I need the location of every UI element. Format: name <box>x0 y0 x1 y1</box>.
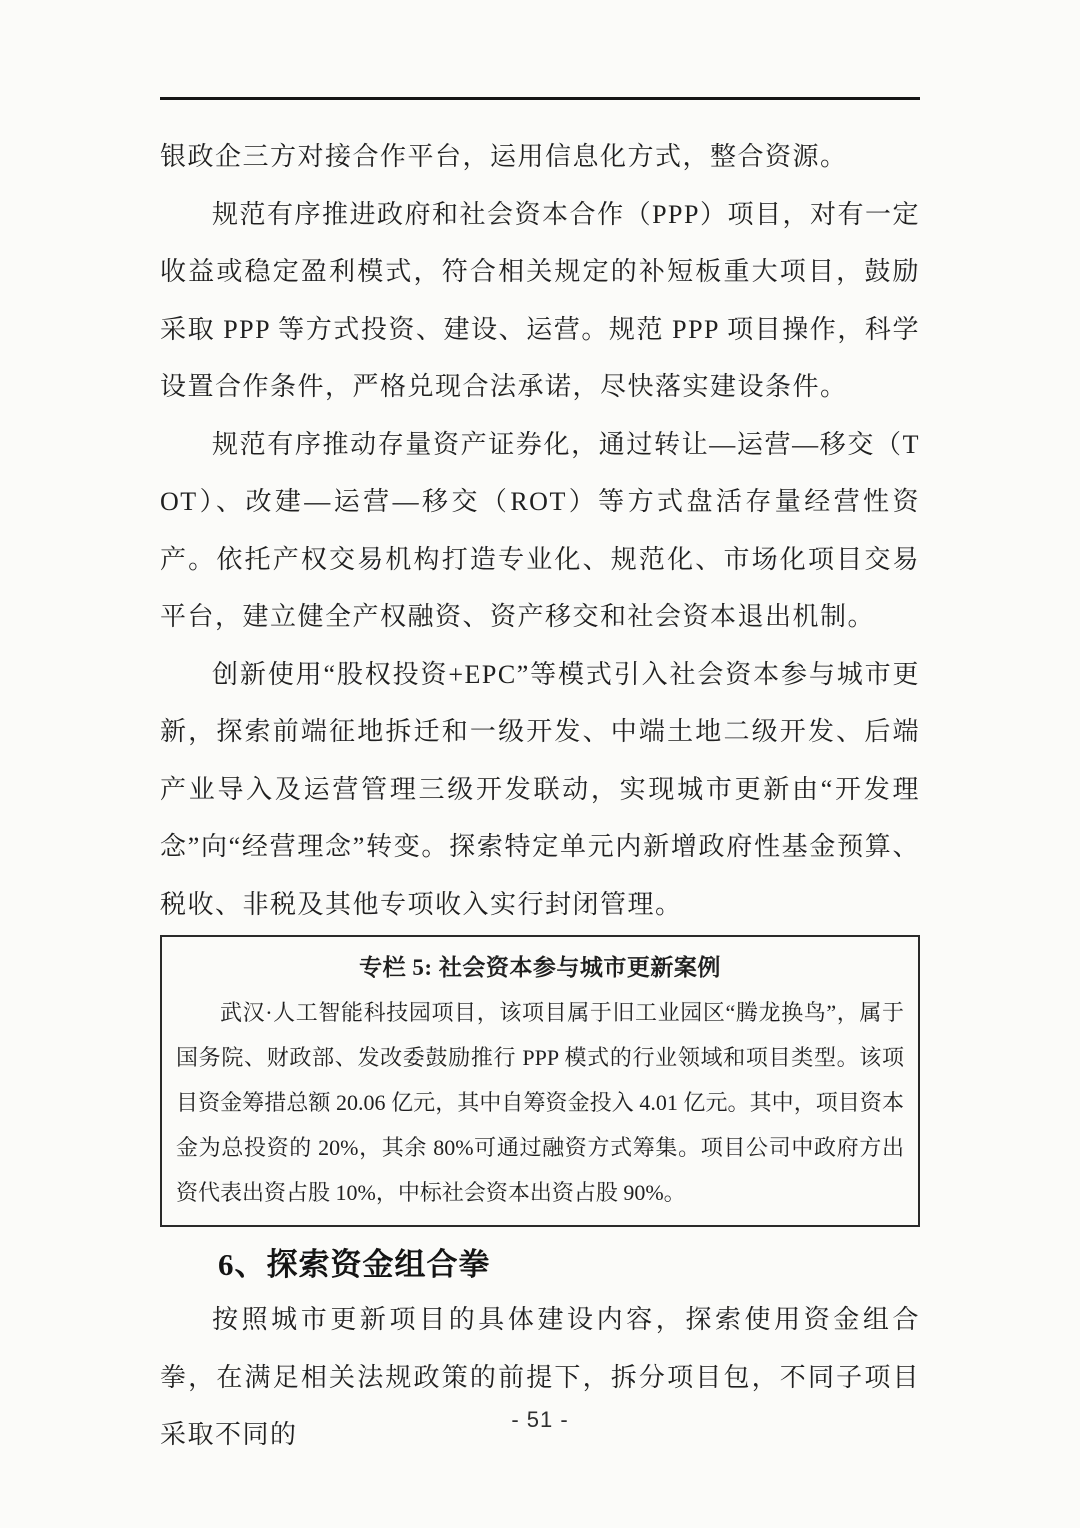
case-box-title: 专栏 5: 社会资本参与城市更新案例 <box>359 955 721 980</box>
case-study-box <box>160 935 920 1227</box>
case-box-body: 武汉·人工智能科技园项目，该项目属于旧工业园区“腾龙换鸟”，属于国务院、财政部、发改委鼓励推行 PPP 模式的行业领域和项目类型。该项目资金筹措总额 20.06 亿元，其中自筹资金投入 4.01 亿元。其中，项目资本金为总投资的 20%，其余 80%可通过融资方式筹集。项目公司中政府方出资代表出资占股 10%，中标社会资本出资占股 90%。 <box>176 1000 904 1205</box>
body-paragraph-ppp: 规范有序推进政府和社会资本合作（PPP）项目，对有一定收益或稳定盈利模式，符合相关规定的补短板重大项目，鼓励采取 PPP 等方式投资、建设、运营。规范 PPP 项目操作，科学设置合作条件，严格兑现合法承诺，尽快落实建设条件。 <box>160 199 920 401</box>
section-heading: 6、探索资金组合拳 <box>218 1247 491 1282</box>
body-paragraph-funding-combo: 按照城市更新项目的具体建设内容，探索使用资金组合拳，在满足相关法规政策的前提下，拆分项目包，不同子项目采取不同的 <box>160 1305 920 1449</box>
body-paragraph-securitization: 规范有序推动存量资产证券化，通过转让—运营—移交（TOT）、改建—运营—移交（ROT）等方式盘活存量经营性资产。依托产权交易机构打造专业化、规范化、市场化项目交易平台，建立健全产权融资、资产移交和社会资本退出机制。 <box>160 429 920 631</box>
page-number-label: - 51 - <box>511 1407 569 1432</box>
page-content <box>0 100 1080 1464</box>
body-paragraph-epc: 创新使用“股权投资+EPC”等模式引入社会资本参与城市更新，探索前端征地拆迁和一级开发、中端土地二级开发、后端产业导入及运营管理三级开发联动，实现城市更新由“开发理念”向“经营理念”转变。探索特定单元内新增政府性基金预算、税收、非税及其他专项收入实行封闭管理。 <box>160 659 920 919</box>
page-number <box>0 1407 1080 1433</box>
body-paragraph-continuation: 银政企三方对接合作平台，运用信息化方式，整合资源。 <box>160 142 848 171</box>
